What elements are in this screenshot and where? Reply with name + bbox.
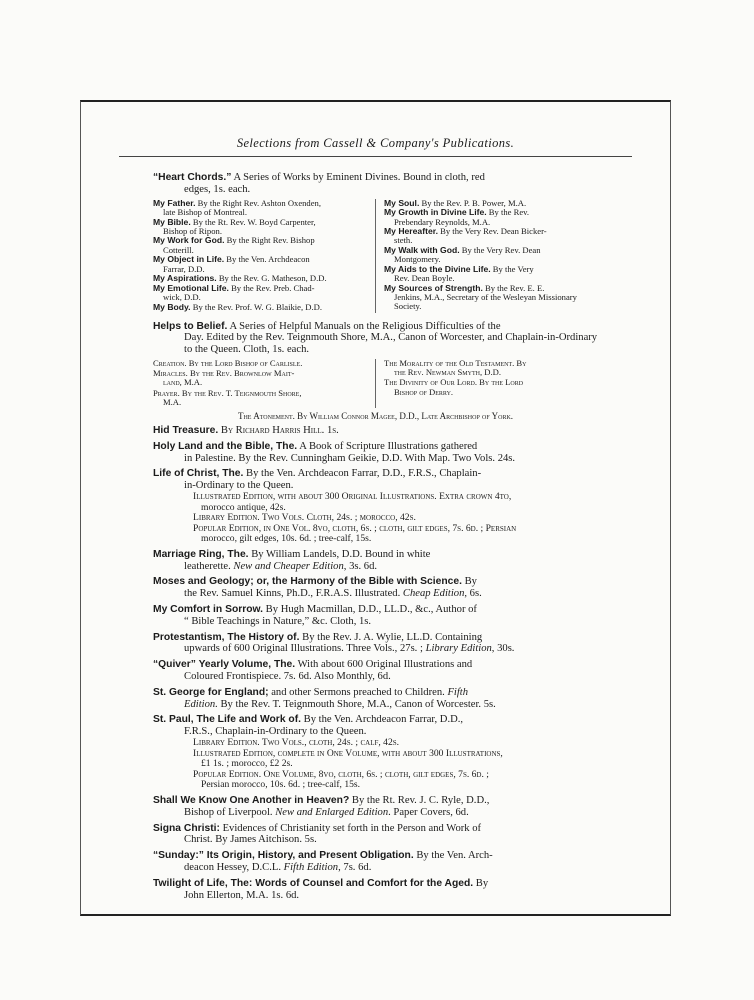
edition-line: morocco antique, 42s. — [201, 501, 286, 513]
item-title: My Hereafter. — [384, 226, 438, 237]
entry-title: Marriage Ring, The. — [153, 548, 249, 560]
entry-text: Evidences of Christianity set forth in the Person and Work of — [219, 822, 482, 834]
entry-hid-treasure — [153, 425, 598, 437]
entry-continuation: edges, 1s. each. — [184, 183, 251, 195]
list-item — [384, 227, 598, 245]
item-title: My Object in Life. — [153, 254, 225, 265]
item-continuation: steth. — [394, 235, 413, 246]
catalogue-content — [153, 164, 598, 901]
edition-line: Library Edition. Two Vols. Cloth, 24s. ; morocco, 42s. — [193, 512, 416, 524]
list-item — [153, 359, 367, 368]
entry-continuation: upwards of 600 Original Illustrations. Three Vols., 27s. ; — [184, 643, 426, 655]
entry-holy-land — [153, 441, 598, 465]
edition-line: Persian morocco, 10s. 6d. ; tree-calf, 15s. — [201, 779, 361, 791]
running-header: Selections from Cassell & Company's Publications. — [236, 136, 515, 150]
entry-title: Twilight of Life, The: Words of Counsel and Comfort for the Aged. — [153, 877, 474, 889]
item-author: By the Rev. — [486, 207, 530, 218]
edition-note: Fifth — [447, 686, 469, 698]
entry-quiver — [153, 659, 598, 683]
item-author: Prayer. By the Rev. T. Teignmouth Shore, — [153, 387, 302, 398]
entry-text: By Hugh Macmillan, D.D., LL.D., &c., Author of — [263, 604, 477, 616]
entry-text: A Book of Scripture Illustrations gathered — [297, 440, 478, 452]
atonement-line: The Atonement. By William Connor Magee, D.D., Late Archbishop of York. — [237, 410, 514, 421]
entry-st-paul — [153, 714, 598, 791]
item-title: My Aids to the Divine Life. — [384, 264, 491, 275]
entry-sunday — [153, 850, 598, 874]
item-title: My Soul. — [384, 197, 420, 208]
entry-st-george — [153, 687, 598, 711]
header-rule — [119, 156, 632, 157]
page-frame — [80, 100, 671, 916]
item-continuation: M.A. — [163, 396, 182, 407]
entry-continuation: deacon Hessey, D.C.L. — [184, 862, 284, 873]
list-item — [384, 208, 598, 226]
list-item — [153, 284, 367, 302]
edition-line: Illustrated Edition, complete in One Volume, with about 300 Illustrations, — [193, 747, 503, 759]
list-item — [153, 369, 367, 387]
item-continuation: land, M.A. — [163, 377, 203, 388]
item-continuation: late Bishop of Montreal. — [163, 206, 248, 217]
entry-title: “Sunday:” Its Origin, History, and Present Obligation. — [153, 850, 414, 862]
item-title: My Bible. — [153, 216, 191, 227]
price: , 6s. — [464, 588, 482, 600]
price: , 7s. 6d. — [338, 862, 372, 873]
list-item — [384, 246, 598, 264]
heart-chords-list — [153, 199, 598, 313]
entry-continuation: Day. Edited by the Rev. Teignmouth Shore, M.A., Canon of Worcester, and Chaplain-in-Ordinary to the Queen. Cloth, 1s. each. — [184, 332, 598, 356]
item-author: Creation. By the Lord Bishop of Carlisle. — [153, 357, 303, 368]
item-author: By the Rev. Preb. Chad- — [228, 282, 315, 293]
entry-text: and other Sermons preached to Children. — [268, 686, 448, 698]
entry-continuation: Bishop of Liverpool. — [184, 806, 276, 818]
entry-title: Life of Christ, The. — [153, 468, 244, 480]
item-author: By the Very Rev. Dean — [459, 245, 541, 256]
entry-text: By — [461, 576, 477, 588]
entry-continuation: Christ. By James Aitchison. 5s. — [184, 834, 317, 846]
entry-text: By the Ven. Archdeacon Farrar, D.D., F.R.S., Chaplain- — [243, 468, 482, 480]
entry-text: A Series of Helpful Manuals on the Religious Difficulties of the — [227, 320, 501, 332]
entry-continuation: leatherette. — [184, 560, 234, 572]
item-author: By the Ven. Archdeacon — [224, 254, 310, 265]
entry-continuation: the Rev. Samuel Kinns, Ph.D., F.R.A.S. Illustrated. — [184, 588, 403, 600]
edition-line: Popular Edition. One Volume, 8vo, cloth, 6s. ; cloth, gilt edges, 7s. 6d. ; — [193, 768, 489, 780]
item-author: By the Right Rev. Ashton Oxenden, — [195, 197, 321, 208]
item-author: The Morality of the Old Testament. By — [384, 357, 527, 368]
edition-note: New and Enlarged Edition — [275, 806, 389, 818]
item-author: By the Rt. Rev. W. Boyd Carpenter, — [190, 216, 316, 227]
price: . Paper Covers, 6d. — [388, 806, 469, 818]
item-author: By the Rev. Prof. W. G. Blaikie, D.D. — [190, 301, 323, 312]
entry-title: St. George for England; — [153, 686, 269, 698]
entry-helps-to-belief — [153, 321, 598, 356]
entry-my-comfort — [153, 604, 598, 628]
item-continuation: Prebendary Reynolds, M.A. — [394, 216, 491, 227]
entry-text: By Richard Harris Hill. 1s. — [218, 424, 339, 436]
entry-moses-and-geology — [153, 576, 598, 600]
list-item — [384, 378, 598, 396]
entry-signa-christi — [153, 823, 598, 847]
entry-text: By the Rev. J. A. Wylie, LL.D. Containing — [299, 631, 483, 643]
edition-note: Cheap Edition — [402, 588, 465, 600]
edition-note: Library Edition — [425, 643, 492, 655]
entry-text: By the Ven. Archdeacon Farrar, D.D., — [300, 714, 464, 726]
entry-heart-chords — [153, 172, 598, 196]
item-author: By the Rev. G. Matheson, D.D. — [216, 273, 327, 284]
helps-right-column — [376, 359, 598, 408]
entry-protestantism — [153, 632, 598, 656]
entry-life-of-christ — [153, 468, 598, 545]
list-item — [153, 236, 367, 254]
heart-chords-right-column — [376, 199, 598, 313]
entry-title: Hid Treasure. — [153, 424, 219, 436]
edition-line: Illustrated Edition, with about 300 Original Illustrations. Extra crown 4to, — [193, 490, 512, 502]
item-title: My Emotional Life. — [153, 282, 229, 293]
entry-marriage-ring — [153, 549, 598, 573]
entry-text: By the Rt. Rev. J. C. Ryle, D.D., — [349, 795, 490, 807]
helps-left-column — [153, 359, 376, 408]
list-item — [153, 255, 367, 273]
item-author: By the Very — [490, 264, 534, 275]
item-continuation: Farrar, D.D. — [163, 263, 205, 274]
item-title: My Body. — [153, 301, 191, 312]
item-title: My Growth in Divine Life. — [384, 207, 487, 218]
list-item — [384, 284, 598, 312]
list-item — [384, 265, 598, 283]
entry-twilight-of-life — [153, 878, 598, 902]
entry-title: Protestantism, The History of. — [153, 631, 300, 643]
item-continuation: Montgomery. — [394, 254, 441, 265]
edition-line: Popular Edition, in One Vol. 8vo, cloth, 6s. ; cloth, gilt edges, 7s. 6d. ; Persian — [193, 522, 517, 534]
item-author: Miracles. By the Rev. Brownlow Mait- — [153, 368, 295, 379]
price: , 3s. 6d. — [343, 560, 378, 572]
edition-line: Library Edition. Two Vols., cloth, 24s. ; calf, 42s. — [193, 737, 400, 749]
entry-continuation: Coloured Frontispiece. 7s. 6d. Also Monthly, 6d. — [184, 671, 391, 683]
entry-continuation: in Palestine. By the Rev. Cunningham Geikie, D.D. With Map. Two Vols. 24s. — [184, 452, 516, 464]
entry-continuation: in-Ordinary to the Queen. — [184, 480, 294, 492]
list-item — [384, 359, 598, 377]
entry-title: Shall We Know One Another in Heaven? — [153, 795, 350, 807]
item-title: My Aspirations. — [153, 273, 217, 284]
item-author: By the Rev. E. E. — [482, 282, 545, 293]
entry-text: With about 600 Original Illustrations and — [295, 659, 473, 671]
item-title: My Father. — [153, 197, 196, 208]
entry-text: A Series of Works by Eminent Divines. Bound in cloth, red — [231, 172, 485, 183]
edition-line: morocco, gilt edges, 10s. 6d. ; tree-calf, 15s. — [201, 533, 372, 545]
edition-line: £1 1s. ; morocco, £2 2s. — [201, 758, 293, 770]
entry-title: My Comfort in Sorrow. — [153, 604, 264, 616]
item-title: My Work for God. — [153, 235, 225, 246]
price: , 30s. — [491, 643, 515, 655]
entry-title: Holy Land and the Bible, The. — [153, 440, 298, 452]
entry-title: St. Paul, The Life and Work of. — [153, 714, 301, 726]
entry-title: Helps to Belief. — [153, 320, 228, 332]
item-author: By the Very Rev. Dean Bicker- — [437, 226, 547, 237]
item-continuation: Rev. Dean Boyle. — [394, 273, 455, 284]
helps-list — [153, 359, 598, 408]
list-item — [153, 199, 367, 217]
heart-chords-left-column — [153, 199, 376, 313]
entry-text: By William Landels, D.D. Bound in white — [248, 548, 431, 560]
item-author: The Divinity of Our Lord. By the Lord — [384, 377, 524, 388]
item-continuation: wick, D.D. — [163, 292, 201, 303]
list-item — [153, 303, 367, 312]
item-continuation: Bishop of Ripon. — [163, 225, 222, 236]
item-continuation: Jenkins, M.A., Secretary of the Wesleyan Missionary Society. — [394, 292, 577, 312]
entry-title: “Quiver” Yearly Volume, The. — [153, 659, 296, 671]
entry-title: Moses and Geology; or, the Harmony of the Bible with Science. — [153, 576, 462, 588]
entry-title: Signa Christi: — [153, 822, 220, 834]
item-author: By the Right Rev. Bishop — [224, 235, 315, 246]
entry-continuation: “ Bible Teachings in Nature,” &c. Cloth, 1s. — [184, 615, 372, 627]
item-continuation: the Rev. Newman Smyth, D.D. — [394, 367, 501, 378]
edition-note: Fifth Edition — [283, 862, 339, 873]
entry-text: By the Ven. Arch- — [413, 850, 493, 862]
entry-continuation: By the Rev. T. Teignmouth Shore, M.A., Canon of Worcester. 5s. — [217, 698, 496, 710]
list-item — [153, 218, 367, 236]
entry-title: “Heart Chords.” — [153, 172, 232, 183]
item-continuation: Bishop of Derry. — [394, 386, 454, 397]
list-item — [153, 389, 367, 407]
item-title: My Walk with God. — [384, 245, 460, 256]
entry-shall-we-know — [153, 795, 598, 819]
edition-note: Edition. — [184, 698, 218, 710]
item-title: My Sources of Strength. — [384, 282, 483, 293]
entry-continuation: F.R.S., Chaplain-in-Ordinary to the Queen. — [184, 726, 367, 738]
entry-text: By — [473, 877, 489, 889]
item-continuation: Cotterill. — [163, 244, 194, 255]
edition-note: New and Cheaper Edition — [233, 560, 344, 572]
entry-continuation: John Ellerton, M.A. 1s. 6d. — [184, 889, 300, 901]
item-author: By the Rev. P. B. Power, M.A. — [419, 197, 527, 208]
